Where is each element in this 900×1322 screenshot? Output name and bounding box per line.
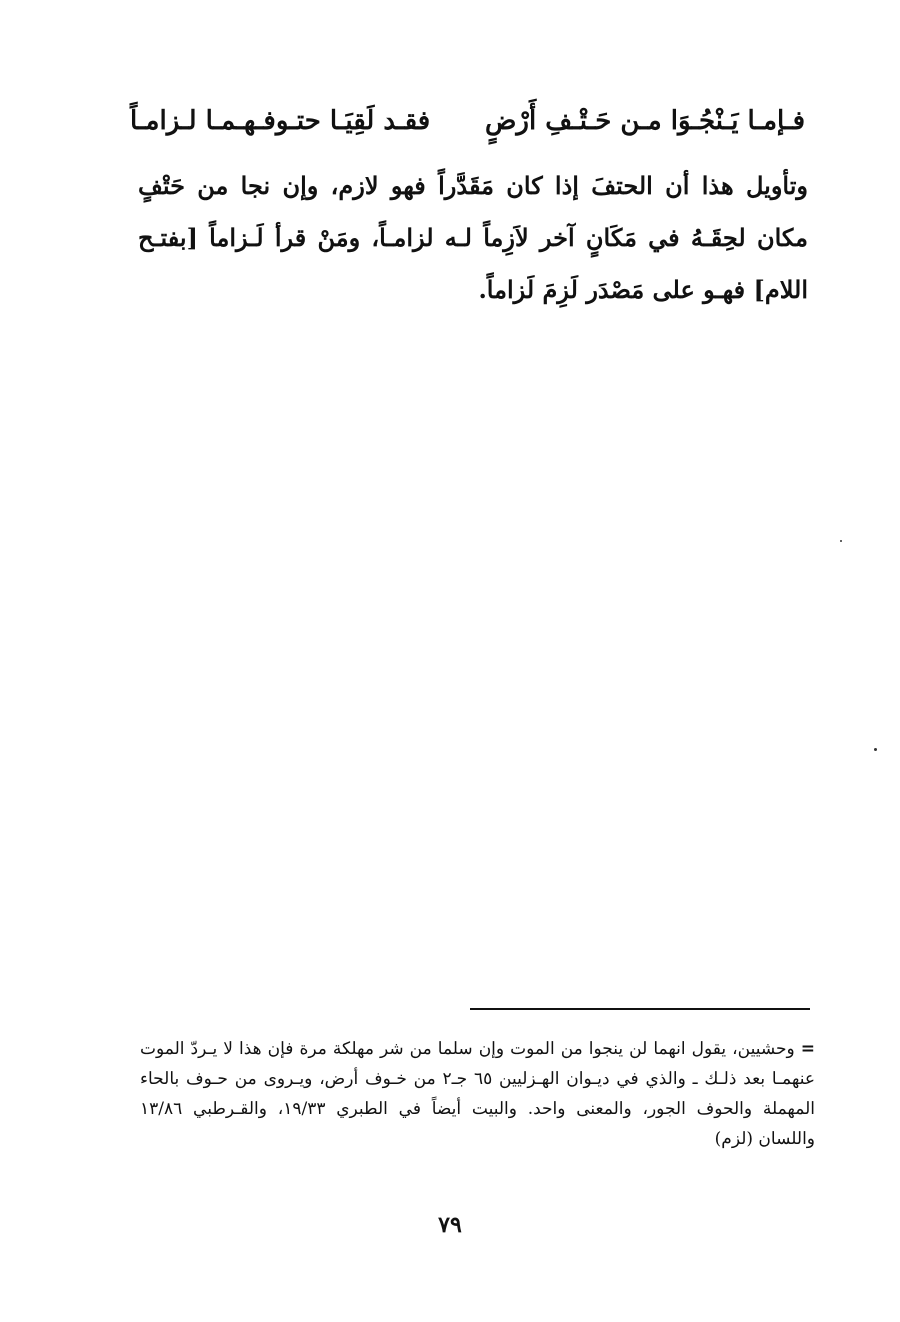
page-number: ٧٩ (438, 1212, 462, 1238)
verse-first-hemistich: فـإمـا يَـنْجُـوَا مـن حَـتْـفِ أَرْضٍ (484, 106, 805, 136)
scan-speck (874, 748, 877, 751)
footnote-separator (470, 1008, 810, 1010)
footnote-continuation-marker: = (800, 1039, 815, 1059)
scan-speck (840, 540, 842, 542)
verse-second-hemistich: فقـد لَقِيَـا حتـوفـهـمـا لـزامـاً (130, 106, 431, 136)
footnote-text: وحشيين، يقول انهما لن ينجوا من الموت وإن سلما من شر مهلكة مرة فإن هذا لا يـردّ الموت عنهمـا بعد ذلـك ـ والذي في ديـوان الهـزليين ٦٥ جـ٢ من خـوف أرض، ويـروى من حـوف بالحاء المهملة والحوف الجور، والمعنى واحد. والبيت أيضاً في الطبري ١٩/٣٣، والقـرطبي ١٣/٨٦ واللسان (لزم) (140, 1039, 815, 1149)
body-paragraph: وتأويل هذا أن الحتفَ إذا كان مَقَدَّراً فهو لازم، وإن نجا من حَتْفٍ مكان لحِقَـهُ في مَكَانٍ آخر لاَزِماً لـه لزامـاً، ومَنْ قرأ لَـزاماً [بفتـح اللام] فهـو على مَصْدَر لَزِمَ لَزاماً. (138, 171, 808, 304)
footnote (140, 1034, 815, 1154)
footnote-paragraph (140, 1034, 815, 1154)
poetry-verse (130, 96, 805, 146)
body-text (138, 160, 808, 316)
